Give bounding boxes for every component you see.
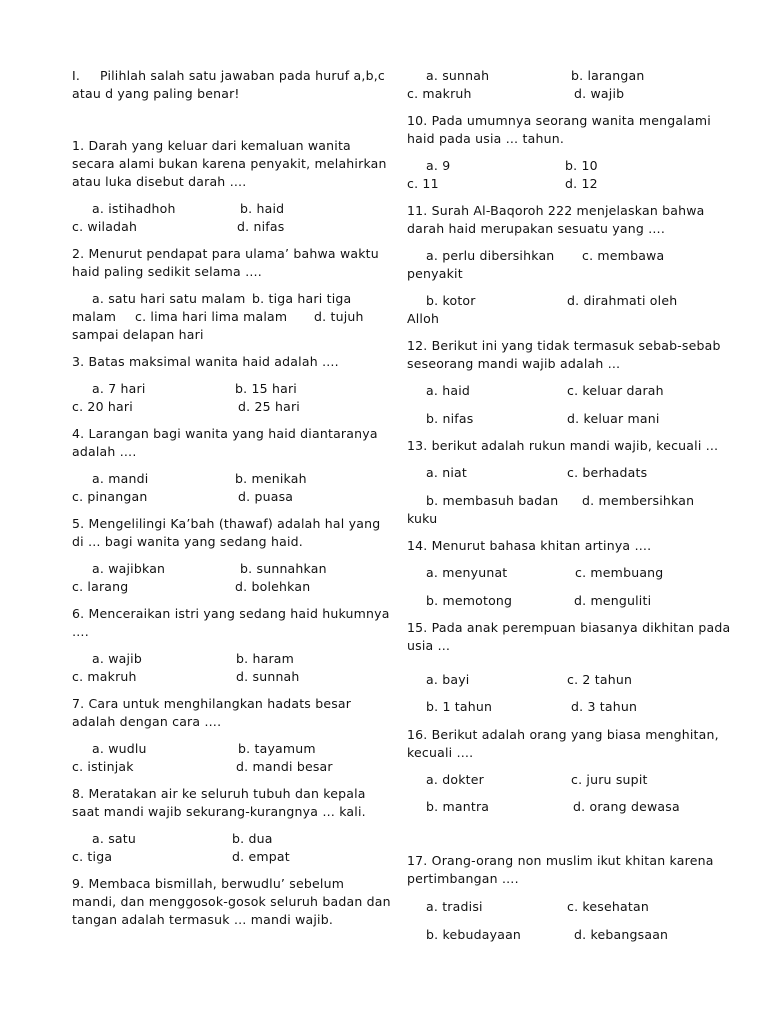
q8-option-d[interactable]: d. empat	[232, 849, 290, 864]
q15-option-d[interactable]: d. 3 tahun	[571, 699, 638, 714]
q11-option-c[interactable]: c. membawa	[582, 248, 665, 263]
q10-option-c[interactable]: c. 11	[407, 176, 439, 191]
instruction-line-1: Pilihlah salah satu jawaban pada huruf a,b,c	[100, 68, 385, 83]
question-9-text: tangan adalah termasuk … mandi wajib.	[72, 912, 334, 927]
q12-option-d[interactable]: d. keluar mani	[567, 411, 660, 426]
q15-option-c[interactable]: c. 2 tahun	[567, 672, 633, 687]
q7-option-a[interactable]: a. wudlu	[92, 741, 147, 756]
question-2-text: 2. Menurut pendapat para ulama’ bahwa waktu	[72, 246, 379, 261]
question-6-text: 6. Menceraikan istri yang sedang haid hukumnya	[72, 606, 390, 621]
q10-option-b[interactable]: b. 10	[565, 158, 598, 173]
question-6-text: ….	[72, 624, 89, 639]
q10-option-a[interactable]: a. 9	[426, 158, 451, 173]
q8-option-b[interactable]: b. dua	[232, 831, 273, 846]
q13-option-b[interactable]: b. membasuh badan	[426, 493, 559, 508]
question-14-text: 14. Menurut bahasa khitan artinya ….	[407, 538, 652, 553]
q5-option-d[interactable]: d. bolehkan	[235, 579, 311, 594]
question-8-text: 8. Meratakan air ke seluruh tubuh dan kepala	[72, 786, 366, 801]
q9-option-c[interactable]: c. makruh	[407, 86, 472, 101]
q2-option-b-cont: malam	[72, 309, 117, 324]
q7-option-b[interactable]: b. tayamum	[238, 741, 316, 756]
q14-option-a[interactable]: a. menyunat	[426, 565, 508, 580]
question-7-text: adalah dengan cara ….	[72, 714, 222, 729]
q13-option-d-cont: kuku	[407, 511, 438, 526]
q5-option-b[interactable]: b. sunnahkan	[240, 561, 327, 576]
q4-option-b[interactable]: b. menikah	[235, 471, 307, 486]
question-15-text: 15. Pada anak perempuan biasanya dikhitan pada	[407, 620, 731, 635]
question-11-text: 11. Surah Al-Baqoroh 222 menjelaskan bahwa	[407, 203, 705, 218]
q5-option-a[interactable]: a. wajibkan	[92, 561, 166, 576]
q10-option-d[interactable]: d. 12	[565, 176, 598, 191]
q2-option-d[interactable]: d. tujuh	[314, 309, 364, 324]
q11-option-b[interactable]: b. kotor	[426, 293, 476, 308]
q16-option-d[interactable]: d. orang dewasa	[573, 799, 680, 814]
q14-option-c[interactable]: c. membuang	[575, 565, 664, 580]
q16-option-a[interactable]: a. dokter	[426, 772, 484, 787]
q14-option-d[interactable]: d. menguliti	[574, 593, 652, 608]
q17-option-b[interactable]: b. kebudayaan	[426, 927, 522, 942]
q11-option-d[interactable]: d. dirahmati oleh	[567, 293, 678, 308]
instruction-line-2: atau d yang paling benar!	[72, 86, 240, 101]
q3-option-b[interactable]: b. 15 hari	[235, 381, 297, 396]
q1-option-a[interactable]: a. istihadhoh	[92, 201, 176, 216]
q4-option-a[interactable]: a. mandi	[92, 471, 149, 486]
q1-option-b[interactable]: b. haid	[240, 201, 285, 216]
question-12-text: seseorang mandi wajib adalah …	[407, 356, 621, 371]
q4-option-d[interactable]: d. puasa	[238, 489, 294, 504]
q16-option-c[interactable]: c. juru supit	[571, 772, 648, 787]
q2-option-d-cont: sampai delapan hari	[72, 327, 204, 342]
q3-option-a[interactable]: a. 7 hari	[92, 381, 146, 396]
question-16-text: kecuali ….	[407, 745, 474, 760]
question-10-text: 10. Pada umumnya seorang wanita mengalami	[407, 113, 711, 128]
q8-option-a[interactable]: a. satu	[92, 831, 137, 846]
q15-option-b[interactable]: b. 1 tahun	[426, 699, 493, 714]
q17-option-c[interactable]: c. kesehatan	[567, 899, 649, 914]
question-17-text: 17. Orang-orang non muslim ikut khitan karena	[407, 853, 714, 868]
q9-option-b[interactable]: b. larangan	[571, 68, 645, 83]
question-8-text: saat mandi wajib sekurang-kurangnya … kali.	[72, 804, 366, 819]
q3-option-c[interactable]: c. 20 hari	[72, 399, 133, 414]
q14-option-b[interactable]: b. memotong	[426, 593, 513, 608]
q16-option-b[interactable]: b. mantra	[426, 799, 490, 814]
q3-option-d[interactable]: d. 25 hari	[238, 399, 300, 414]
question-13-text: 13. berikut adalah rukun mandi wajib, kecuali …	[407, 438, 719, 453]
q4-option-c[interactable]: c. pinangan	[72, 489, 148, 504]
q11-option-c-cont: penyakit	[407, 266, 463, 281]
q13-option-a[interactable]: a. niat	[426, 465, 467, 480]
q13-option-c[interactable]: c. berhadats	[567, 465, 648, 480]
q6-option-d[interactable]: d. sunnah	[236, 669, 300, 684]
question-7-text: 7. Cara untuk menghilangkan hadats besar	[72, 696, 352, 711]
q2-option-c[interactable]: c. lima hari lima malam	[135, 309, 288, 324]
q7-option-c[interactable]: c. istinjak	[72, 759, 134, 774]
question-16-text: 16. Berikut adalah orang yang biasa menghitan,	[407, 727, 719, 742]
question-4-text: adalah ….	[72, 444, 137, 459]
question-15-text: usia …	[407, 638, 451, 653]
instruction-number: I.	[72, 68, 81, 83]
question-1-text: secara alami bukan karena penyakit, melahirkan	[72, 156, 387, 171]
q5-option-c[interactable]: c. larang	[72, 579, 129, 594]
q8-option-c[interactable]: c. tiga	[72, 849, 113, 864]
q7-option-d[interactable]: d. mandi besar	[236, 759, 333, 774]
q15-option-a[interactable]: a. bayi	[426, 672, 470, 687]
question-9-text: 9. Membaca bismillah, berwudlu’ sebelum	[72, 876, 345, 891]
q13-option-d[interactable]: d. membersihkan	[582, 493, 695, 508]
question-17-text: pertimbangan ….	[407, 871, 519, 886]
question-9-text: mandi, dan menggosok-gosok seluruh badan dan	[72, 894, 391, 909]
question-11-text: darah haid merupakan sesuatu yang ….	[407, 221, 666, 236]
q17-option-d[interactable]: d. kebangsaan	[574, 927, 669, 942]
q6-option-c[interactable]: c. makruh	[72, 669, 137, 684]
q6-option-a[interactable]: a. wajib	[92, 651, 142, 666]
question-5-text: di … bagi wanita yang sedang haid.	[72, 534, 303, 549]
question-10-text: haid pada usia … tahun.	[407, 131, 565, 146]
q1-option-d[interactable]: d. nifas	[237, 219, 285, 234]
question-12-text: 12. Berikut ini yang tidak termasuk sebab-sebab	[407, 338, 721, 353]
q2-option-a[interactable]: a. satu hari satu malam	[92, 291, 246, 306]
q6-option-b[interactable]: b. haram	[236, 651, 295, 666]
q11-option-a[interactable]: a. perlu dibersihkan	[426, 248, 555, 263]
question-4-text: 4. Larangan bagi wanita yang haid diantaranya	[72, 426, 378, 441]
question-1-text: 1. Darah yang keluar dari kemaluan wanita	[72, 138, 351, 153]
q11-option-d-cont: Alloh	[407, 311, 440, 326]
q2-option-b[interactable]: b. tiga hari tiga	[252, 291, 352, 306]
q9-option-d[interactable]: d. wajib	[574, 86, 625, 101]
q1-option-c[interactable]: c. wiladah	[72, 219, 138, 234]
q9-option-a[interactable]: a. sunnah	[426, 68, 490, 83]
question-1-text: atau luka disebut darah ….	[72, 174, 247, 189]
q12-option-c[interactable]: c. keluar darah	[567, 383, 664, 398]
question-5-text: 5. Mengelilingi Ka’bah (thawaf) adalah hal yang	[72, 516, 381, 531]
q12-option-b[interactable]: b. nifas	[426, 411, 474, 426]
q17-option-a[interactable]: a. tradisi	[426, 899, 483, 914]
question-2-text: haid paling sedikit selama ….	[72, 264, 262, 279]
question-3-text: 3. Batas maksimal wanita haid adalah ….	[72, 354, 339, 369]
q12-option-a[interactable]: a. haid	[426, 383, 470, 398]
